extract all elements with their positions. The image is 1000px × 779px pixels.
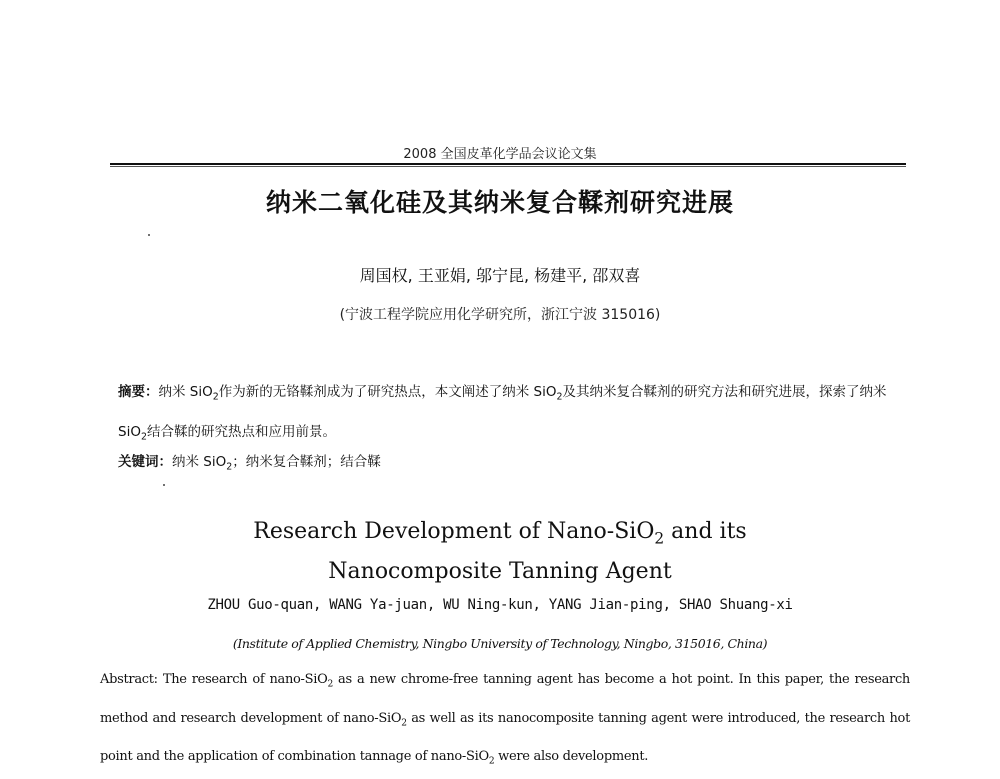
subscript: 2: [488, 756, 495, 767]
subscript: 2: [401, 718, 407, 729]
authors-zh: 周国权, 王亚娟, 邬宁昆, 杨建平, 邵双喜: [359, 266, 641, 285]
affiliation-zh: (宁波工程学院应用化学研究所，浙江宁波 315016): [339, 307, 661, 323]
paper-title-zh: 纳米二氧化硅及其纳米复合鞣剂研究进展: [265, 188, 734, 217]
header-rule: [110, 163, 906, 165]
scan-speck: [163, 484, 165, 486]
abstract-zh-text: 结合鞣的研究热点和应用前景。: [146, 423, 336, 440]
abstract-zh-text: 作为新的无铬鞣剂成为了研究热点，本文阐述了纳米 SiO: [218, 384, 557, 400]
keywords-zh-label: 关键词：: [118, 454, 172, 470]
scan-speck: [148, 234, 150, 236]
subscript: 2: [654, 529, 665, 548]
subscript: 2: [140, 431, 147, 443]
header-rule-thin: [110, 166, 906, 167]
keywords-zh: [118, 450, 908, 473]
subscript: 2: [327, 679, 333, 690]
abstract-zh: [118, 375, 908, 454]
abstract-zh-text: 纳米 SiO: [158, 384, 213, 400]
title-en-text: Research Development of Nano-SiO: [253, 519, 655, 544]
affiliation-en: (Institute of Applied Chemistry, Ningbo University of Technology, Ningbo, 315016, China): [232, 636, 768, 651]
authors-en: ZHOU Guo-quan, WANG Ya-juan, WU Ning-kun, YANG Jian-ping, SHAO Shuang-xi: [207, 597, 793, 613]
paper-title-en-line1: [0, 515, 1000, 555]
running-header: 2008 全国皮革化学品会议论文集: [403, 147, 597, 162]
abstract-en: [100, 663, 910, 779]
abstract-en-text: as a new chrome-free tanning agent has become a hot point. In this paper, the research method and research development of nano-SiO: [100, 672, 911, 726]
subscript: 2: [226, 461, 233, 473]
keywords-zh-text: 纳米 SiO: [172, 454, 227, 470]
paper-title-en: [0, 515, 1000, 589]
abstract-en-text: as well as its nanocomposite tanning agent were introduced, the research hot point and the application of combination tannage of nano-SiO: [100, 710, 910, 765]
subscript: 2: [212, 391, 219, 403]
abstract-en-text: were also development.: [494, 749, 649, 765]
keywords-zh-text: ；纳米复合鞣剂；结合鞣: [232, 454, 381, 470]
title-en-text: and its: [664, 519, 747, 544]
abstract-en-text: The research of nano-SiO: [157, 672, 328, 687]
abstract-zh-label: 摘要：: [118, 384, 159, 400]
abstract-zh-text: 及其纳米复合鞣剂的研究方法和研究进展，探索了纳米 SiO: [118, 384, 887, 440]
abstract-en-label: Abstract:: [100, 672, 158, 687]
paper-title-en-line2: Nanocomposite Tanning Agent: [328, 559, 672, 585]
subscript: 2: [556, 391, 563, 403]
